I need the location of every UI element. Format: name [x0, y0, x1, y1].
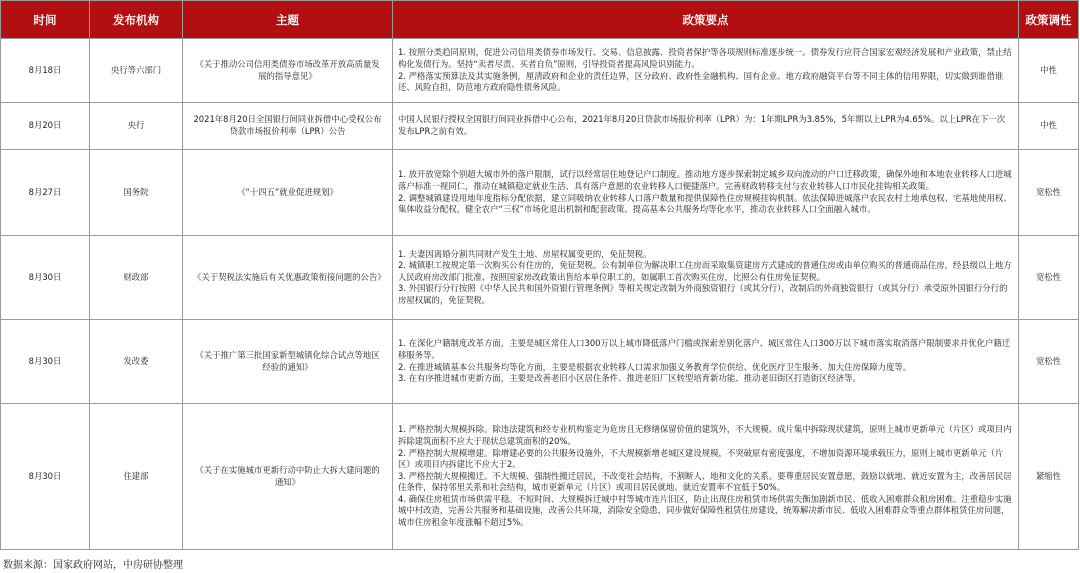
cell-date: 8月30日	[1, 404, 90, 550]
cell-org: 央行	[90, 103, 183, 150]
cell-tone: 中性	[1019, 103, 1079, 150]
table-row	[1, 39, 1079, 103]
cell-topic: 《关于推广第三批国家新型城镇化综合试点等地区经验的通知》	[183, 320, 393, 404]
table-row	[1, 103, 1079, 150]
cell-topic: 《关于推动公司信用类债券市场改革开放高质量发展的指导意见》	[183, 39, 393, 103]
cell-date: 8月27日	[1, 150, 90, 236]
policy-point: 2. 严格落实预算法及其实施条例，厘清政府和企业的责任边界，区分政府、政府性金融机构、国有企业、地方政府融资平台等不同主体的信用界限，切实做到谁借谁还、风险自担，防范地方政府隐性债务风险。	[398, 70, 1004, 93]
policy-point: 3. 外国银行分行按照《中华人民共和国外资银行管理条例》等相关规定改制为外商独资银行（或其分行），改制后的外商独资银行（或其分行）承受原外国银行分行的房屋权属的，免征契税。	[398, 283, 1008, 305]
policy-point: 4. 确保住房租赁市场供需平稳。不短时间、大规模拆迁城中村等城市连片旧区，防止出现住房租赁市场供需失衡加剧新市民、低收入困难群众租房困难。注重稳步实施城中村改造，完善公共服务和基础设施，改善公共环境，消除安全隐患，同步做好保障性租赁住房建设，统筹解决新市民、低收入困难群众等重点群体租赁住房问题，城市住房租金年度涨幅不超过5%。	[398, 493, 1012, 528]
cell-org: 住建部	[90, 404, 183, 550]
table-body	[1, 39, 1079, 550]
table-row	[1, 320, 1079, 404]
cell-org: 国务院	[90, 150, 183, 236]
header-time: 时间	[1, 1, 90, 39]
table-header	[1, 1, 1079, 39]
cell-points	[393, 150, 1019, 236]
cell-topic: 2021年8月20日全国银行间同业拆借中心受权公布贷款市场报价利率（LPR）公告	[183, 103, 393, 150]
policy-point: 2. 调整城镇建设用地年度指标分配依据，建立同吸纳农业转移人口落户数量和提供保障性住房规模挂钩机制。依法保障进城落户农民农村土地承包权、宅基地使用权、集体收益分配权，健全农户“三权”市场化退出机制和配套政策。提高基本公共服务均等化水平，推动农业转移人口全面融入城市。	[398, 192, 1012, 215]
policy-point: 2. 在推进城镇基本公共服务均等化方面，主要是根据农业转移人口需求加强义务教育学位供给、优化医疗卫生服务、加大住房保障力度等。	[398, 361, 912, 372]
table-row	[1, 236, 1079, 320]
cell-points	[393, 236, 1019, 320]
policy-point: 中国人民银行授权全国银行间同业拆借中心公布，2021年8月20日贷款市场报价利率（LPR）为：1年期LPR为3.85%，5年期以上LPR为4.65%。以上LPR在下一次发布LPR之前有效。	[398, 114, 1006, 136]
header-row	[1, 1, 1079, 39]
policy-point: 3. 在有序推进城市更新方面，主要是改善老旧小区居住条件、推进老旧厂区转型培育新功能、推动老旧街区打造街区经济等。	[398, 373, 861, 384]
policy-point: 1. 按照分类趋同原则，促进公司信用类债券市场发行、交易、信息披露、投资者保护等各项规则标准逐步统一。债券发行应符合国家宏观经济发展和产业政策，禁止结构化发债行为。坚持“卖者尽责、买者自负”原则，引导投资者提高风险识别能力。	[398, 47, 1012, 69]
header-topic: 主题	[183, 1, 393, 39]
policy-point: 2. 严格控制大规模增建。除增建必要的公共服务设施外，不大规模新增老城区建设规模，不突破原有密度强度，不增加资源环境承载压力，原则上城市更新单元（片区）或项目内拆建比不应大于2。	[398, 447, 1004, 470]
cell-date: 8月30日	[1, 320, 90, 404]
cell-tone: 宽松性	[1019, 320, 1079, 404]
header-tone: 政策调性	[1019, 1, 1079, 39]
policy-point: 1. 在深化户籍制度改革方面，主要是城区常住人口300万以上城市降低落户门槛或探索差别化落户、城区常住人口300万以下城市落实取消落户限制要求并优化户籍迁移服务等。	[398, 338, 1011, 360]
policy-point: 3. 严格控制大规模搬迁。不大规模、强制性搬迁居民，不改变社会结构，不割断人、地和文化的关系。要尊重居民安置意愿，鼓励以就地、就近安置为主，改善居民居住条件，保持邻里关系和社会结构，城市更新单元（片区）或项目居民就地、就近安置率不宜低于50%。	[398, 470, 1012, 493]
cell-date: 8月18日	[1, 39, 90, 103]
cell-topic: 《“十四五”就业促进规划》	[183, 150, 393, 236]
table-row	[1, 150, 1079, 236]
header-org: 发布机构	[90, 1, 183, 39]
policy-point: 2. 城镇职工按规定第一次购买公有住房的，免征契税。公有制单位为解决职工住房而采取集资建房方式建成的普通住房或由单位购买的普通商品住房，经县级以上地方人民政府房改部门批准、按照国家房改政策出售给本单位职工的，如属职工首次购买住房，比照公有住房免征契税。	[398, 260, 1012, 282]
cell-tone: 宽松性	[1019, 150, 1079, 236]
cell-points	[393, 39, 1019, 103]
cell-tone: 紧缩性	[1019, 404, 1079, 550]
cell-date: 8月30日	[1, 236, 90, 320]
table-row	[1, 404, 1079, 550]
policy-point: 1. 严格控制大规模拆除。除违法建筑和经专业机构鉴定为危房且无修缮保留价值的建筑外，不大规模、成片集中拆除现状建筑，原则上城市更新单元（片区）或项目内拆除建筑面积不应大于现状总建筑面积的20%。	[398, 424, 1012, 446]
policy-point: 1. 放开放宽除个别超大城市外的落户限制，试行以经常居住地登记户口制度。推动地方逐步探索制定城乡双向流动的户口迁移政策，确保外地和本地农业转移人口进城落户标准一视同仁，推动在城镇稳定就业生活、具有落户意愿的农业转移人口便捷落户。完善财政转移支付与农业转移人口市民化挂钩相关政策。	[398, 169, 1012, 191]
cell-org: 财政部	[90, 236, 183, 320]
cell-topic: 《关于契税法实施后有关优惠政策衔接问题的公告》	[183, 236, 393, 320]
cell-org: 央行等六部门	[90, 39, 183, 103]
policy-point: 1. 夫妻因离婚分割共同财产发生土地、房屋权属变更的，免征契税。	[398, 248, 652, 259]
cell-tone: 宽松性	[1019, 236, 1079, 320]
cell-points	[393, 320, 1019, 404]
cell-topic: 《关于在实施城市更新行动中防止大拆大建问题的通知》	[183, 404, 393, 550]
cell-tone: 中性	[1019, 39, 1079, 103]
data-source-note: 数据来源：国家政府网站，中房研协整理	[3, 560, 183, 571]
cell-points	[393, 404, 1019, 550]
header-points: 政策要点	[393, 1, 1019, 39]
cell-org: 发改委	[90, 320, 183, 404]
cell-date: 8月20日	[1, 103, 90, 150]
cell-points	[393, 103, 1019, 150]
